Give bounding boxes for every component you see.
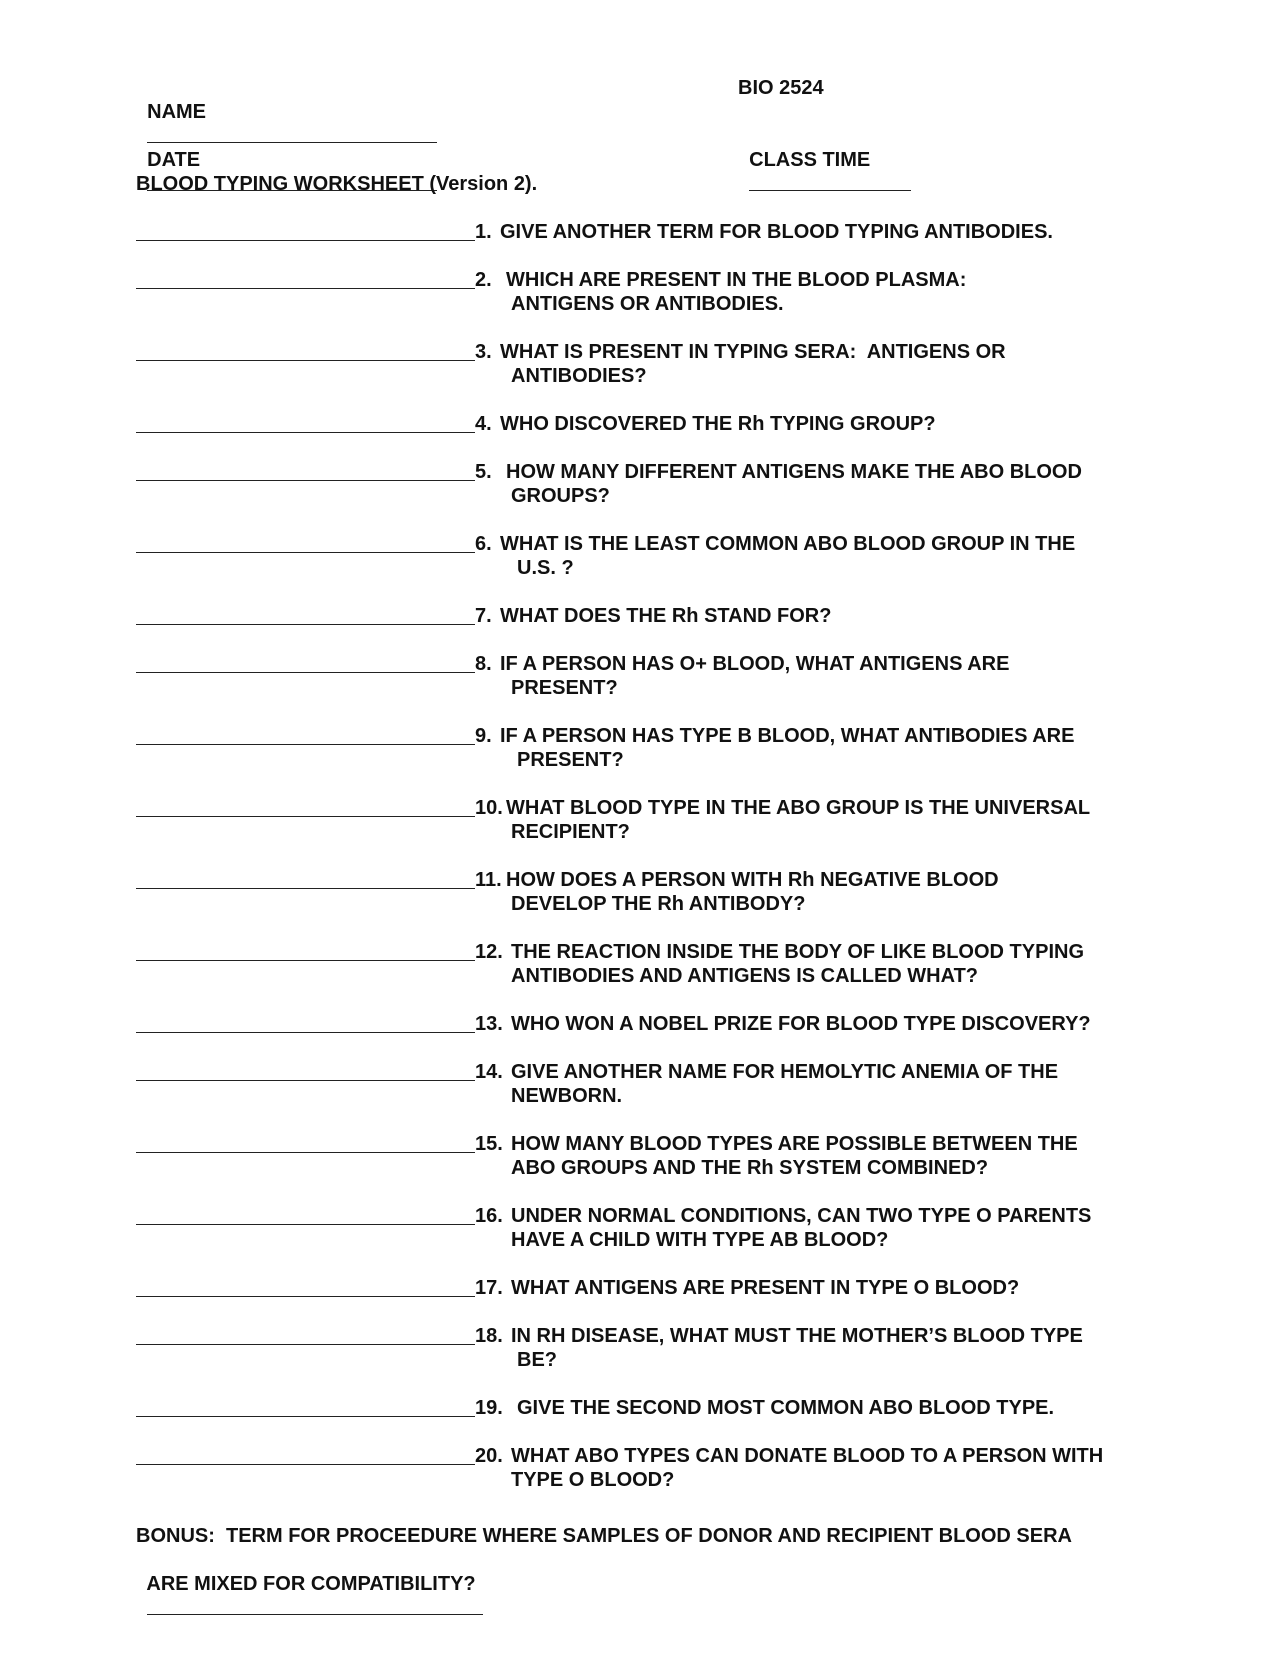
question-number: 18. xyxy=(475,1325,503,1347)
class-time-field-row xyxy=(738,124,911,197)
worksheet-title: BLOOD TYPING WORKSHEET (Version 2). xyxy=(136,173,538,195)
question-text-cont: ANTIBODIES AND ANTIGENS IS CALLED WHAT? xyxy=(511,965,979,987)
question-text-cont: ANTIGENS OR ANTIBODIES. xyxy=(511,293,784,315)
question-text-cont: HAVE A CHILD WITH TYPE AB BLOOD? xyxy=(511,1229,889,1251)
question-text-cont: PRESENT? xyxy=(517,749,624,771)
question-text: WHAT DOES THE Rh STAND FOR? xyxy=(500,605,832,627)
answer-line[interactable] xyxy=(136,816,475,817)
answer-line[interactable] xyxy=(136,1032,475,1033)
answer-line[interactable] xyxy=(136,1464,475,1465)
question-text-cont: DEVELOP THE Rh ANTIBODY? xyxy=(511,893,806,915)
answer-line[interactable] xyxy=(136,624,475,625)
answer-line[interactable] xyxy=(136,240,475,241)
question-text: WHAT IS PRESENT IN TYPING SERA: ANTIGENS OR xyxy=(500,341,1006,363)
question-text: HOW DOES A PERSON WITH Rh NEGATIVE BLOOD xyxy=(506,869,999,891)
answer-line[interactable] xyxy=(136,1296,475,1297)
question-text: UNDER NORMAL CONDITIONS, CAN TWO TYPE O PARENTS xyxy=(511,1205,1092,1227)
answer-line[interactable] xyxy=(136,744,475,745)
question-text-cont: ABO GROUPS AND THE Rh SYSTEM COMBINED? xyxy=(511,1157,989,1179)
question-number: 9. xyxy=(475,725,492,747)
question-number: 13. xyxy=(475,1013,503,1035)
question-number: 8. xyxy=(475,653,492,675)
question-number: 4. xyxy=(475,413,492,435)
course-code: BIO 2524 xyxy=(738,77,824,99)
question-text-cont: ANTIBODIES? xyxy=(511,365,647,387)
question-number: 14. xyxy=(475,1061,503,1083)
question-number: 7. xyxy=(475,605,492,627)
question-text: THE REACTION INSIDE THE BODY OF LIKE BLOOD TYPING xyxy=(511,941,1084,963)
question-text-cont: RECIPIENT? xyxy=(511,821,630,843)
question-text: HOW MANY DIFFERENT ANTIGENS MAKE THE ABO BLOOD xyxy=(506,461,1082,483)
question-number: 12. xyxy=(475,941,503,963)
answer-line[interactable] xyxy=(136,672,475,673)
bonus-answer-line[interactable] xyxy=(147,1596,483,1615)
answer-line[interactable] xyxy=(136,1152,475,1153)
answer-line[interactable] xyxy=(136,552,475,553)
question-text: HOW MANY BLOOD TYPES ARE POSSIBLE BETWEEN THE xyxy=(511,1133,1078,1155)
class-time-label: CLASS TIME xyxy=(749,149,871,171)
question-text-cont: BE? xyxy=(517,1349,557,1371)
bonus-question-row xyxy=(136,1548,483,1621)
question-number: 5. xyxy=(475,461,492,483)
question-number: 2. xyxy=(475,269,492,291)
question-text: WHO DISCOVERED THE Rh TYPING GROUP? xyxy=(500,413,936,435)
question-text-cont: GROUPS? xyxy=(511,485,610,507)
bonus-question-line2: ARE MIXED FOR COMPATIBILITY? xyxy=(146,1573,476,1595)
question-number: 1. xyxy=(475,221,492,243)
answer-line[interactable] xyxy=(136,360,475,361)
question-text-cont: PRESENT? xyxy=(511,677,618,699)
answer-line[interactable] xyxy=(136,1416,475,1417)
answer-line[interactable] xyxy=(136,960,475,961)
question-number: 6. xyxy=(475,533,492,555)
question-text-cont: NEWBORN. xyxy=(511,1085,623,1107)
question-text: WHAT IS THE LEAST COMMON ABO BLOOD GROUP IN THE xyxy=(500,533,1076,555)
answer-line[interactable] xyxy=(136,1080,475,1081)
question-text: WHAT ABO TYPES CAN DONATE BLOOD TO A PERSON WITH xyxy=(511,1445,1104,1467)
question-number: 15. xyxy=(475,1133,503,1155)
question-text: WHO WON A NOBEL PRIZE FOR BLOOD TYPE DISCOVERY? xyxy=(511,1013,1091,1035)
answer-line[interactable] xyxy=(136,1224,475,1225)
question-text: GIVE ANOTHER TERM FOR BLOOD TYPING ANTIBODIES. xyxy=(500,221,1053,243)
answer-line[interactable] xyxy=(136,480,475,481)
class-time-input-line[interactable] xyxy=(749,172,911,191)
question-number: 19. xyxy=(475,1397,503,1419)
answer-line[interactable] xyxy=(136,432,475,433)
question-text: IN RH DISEASE, WHAT MUST THE MOTHER’S BLOOD TYPE xyxy=(511,1325,1083,1347)
question-text-cont: TYPE O BLOOD? xyxy=(511,1469,675,1491)
question-number: 11. xyxy=(475,869,502,891)
answer-line[interactable] xyxy=(136,288,475,289)
date-label: DATE xyxy=(147,149,201,171)
question-text: WHAT ANTIGENS ARE PRESENT IN TYPE O BLOOD? xyxy=(511,1277,1020,1299)
question-number: 3. xyxy=(475,341,492,363)
question-number: 10. xyxy=(475,797,503,819)
question-text: WHAT BLOOD TYPE IN THE ABO GROUP IS THE UNIVERSAL xyxy=(506,797,1091,819)
question-number: 17. xyxy=(475,1277,503,1299)
bonus-question-line1: BONUS: TERM FOR PROCEEDURE WHERE SAMPLES OF DONOR AND RECIPIENT BLOOD SERA xyxy=(136,1525,1072,1547)
answer-line[interactable] xyxy=(136,1344,475,1345)
question-text-cont: U.S. ? xyxy=(517,557,574,579)
question-text: IF A PERSON HAS TYPE B BLOOD, WHAT ANTIBODIES ARE xyxy=(500,725,1075,747)
question-text: IF A PERSON HAS O+ BLOOD, WHAT ANTIGENS ARE xyxy=(500,653,1010,675)
question-number: 16. xyxy=(475,1205,503,1227)
question-number: 20. xyxy=(475,1445,503,1467)
name-label: NAME xyxy=(147,101,207,123)
answer-line[interactable] xyxy=(136,888,475,889)
question-text: GIVE ANOTHER NAME FOR HEMOLYTIC ANEMIA OF THE xyxy=(511,1061,1059,1083)
question-text: WHICH ARE PRESENT IN THE BLOOD PLASMA: xyxy=(506,269,967,291)
question-text: GIVE THE SECOND MOST COMMON ABO BLOOD TYPE. xyxy=(517,1397,1055,1419)
